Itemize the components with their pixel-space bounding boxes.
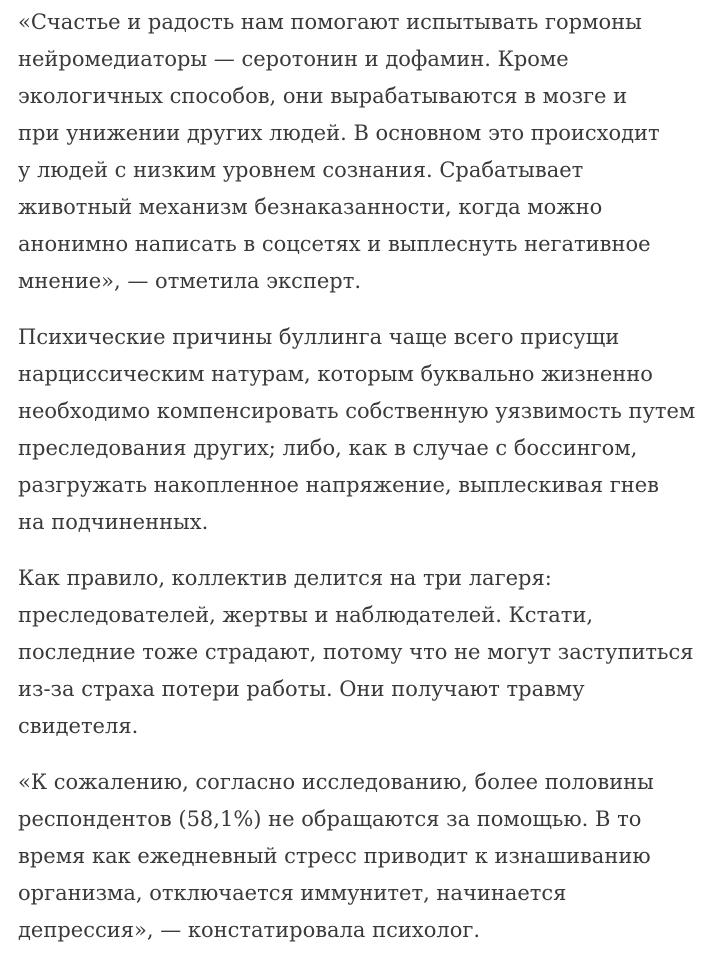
text-line: последние тоже страдают, потому что не могут заступиться	[18, 640, 694, 664]
text-line: необходимо компенсировать собственную уязвимость путем	[18, 399, 696, 423]
text-line: мнение», — отметила эксперт.	[18, 269, 362, 293]
text-line: депрессия», — констатировала психолог.	[18, 918, 481, 942]
paragraph-psychological-causes	[18, 319, 728, 541]
text-line: у людей с низким уровнем сознания. Срабатывает	[18, 158, 584, 182]
text-line: Как правило, коллектив делится на три лагеря:	[18, 566, 552, 590]
text-line: из-за страха потери работы. Они получают травму	[18, 677, 585, 701]
paragraph-expert-quote	[18, 4, 728, 300]
text-line: «К сожалению, согласно исследованию, более половины	[18, 770, 654, 794]
text-line: разгружать накопленное напряжение, выплескивая гнев	[18, 473, 659, 497]
text-line: экологичных способов, они вырабатываются в мозге и	[18, 84, 628, 108]
text-line: на подчиненных.	[18, 510, 209, 534]
text-line: нарциссическим натурам, которым буквально жизненно	[18, 362, 653, 386]
paragraph-psychologist-quote	[18, 764, 728, 949]
text-line: нейромедиаторы — серотонин и дофамин. Кроме	[18, 47, 569, 71]
text-line: при унижении других людей. В основном это происходит	[18, 121, 660, 145]
text-line: животный механизм безнаказанности, когда можно	[18, 195, 603, 219]
text-line: время как ежедневный стресс приводит к изнашиванию	[18, 844, 651, 868]
text-line: анонимно написать в соцсетях и выплеснуть негативное	[18, 232, 651, 256]
text-line: Психические причины буллинга чаще всего присущи	[18, 325, 620, 349]
text-line: организма, отключается иммунитет, начинается	[18, 881, 567, 905]
text-line: свидетеля.	[18, 714, 139, 738]
text-line: преследователей, жертвы и наблюдателей. Кстати,	[18, 603, 593, 627]
text-line: преследования других; либо, как в случае с боссингом,	[18, 436, 638, 460]
paragraph-three-camps	[18, 560, 728, 745]
text-line: респондентов (58,1%) не обращаются за помощью. В то	[18, 807, 642, 831]
text-line: «Счастье и радость нам помогают испытывать гормоны	[18, 10, 642, 34]
